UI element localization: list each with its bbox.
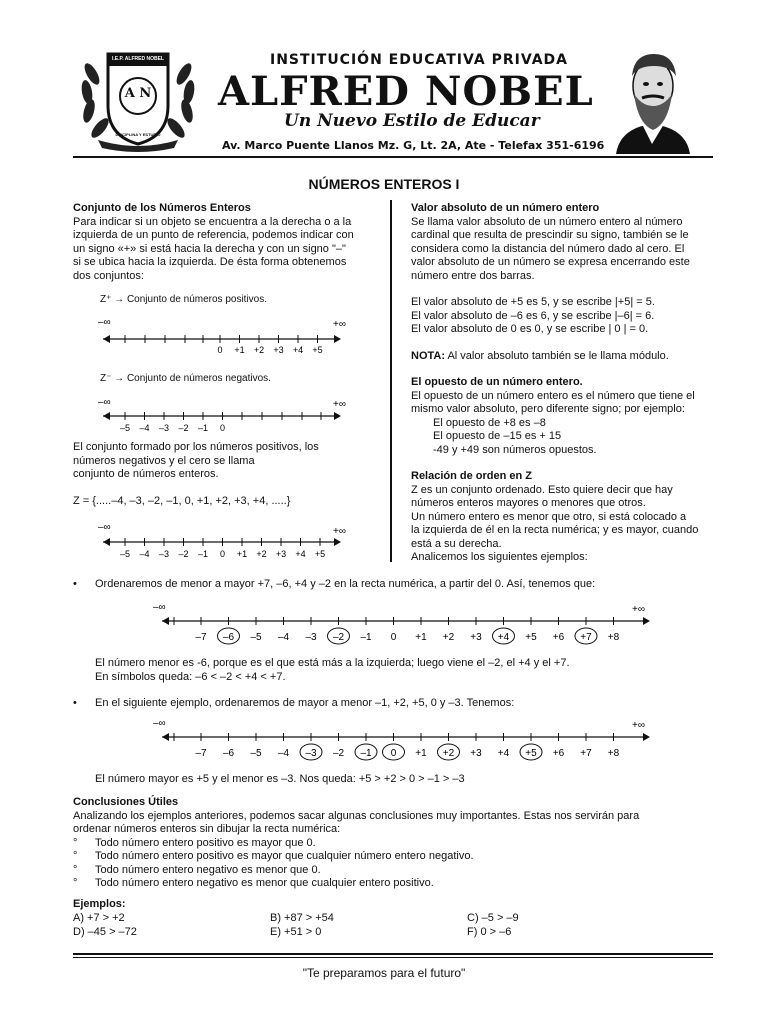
text-line: números negativos y el cero se llama (73, 454, 255, 467)
text-line: El valor absoluto de 0 es 0, y se escribe | 0 | = 0. (411, 323, 649, 335)
tick-label: 0 (217, 345, 223, 355)
text-line: Para indicar si un objeto se encuentra a la derecha o a la (73, 215, 352, 228)
footer-rule-top (73, 953, 713, 955)
z-positive-label: Z⁺ → Conjunto de números positivos. (100, 294, 268, 305)
text-line: valor absoluto de un número se expresa encerrando este (411, 256, 690, 268)
text-line: El opuesto de –15 es + 15 (433, 430, 562, 442)
example-c: C) –5 > –9 (467, 912, 519, 924)
text-line: está a su derecha. (411, 537, 502, 550)
text-line: un signo «+» si está hacia la derecha y con un signo "–" (73, 242, 346, 255)
text-line: mismo valor absoluto, pero diferente signo; por ejemplo: (411, 403, 685, 415)
plus-infinity-label: +∞ (333, 526, 346, 537)
tick-label: +1 (236, 549, 248, 559)
text-line: El conjunto formado por los números positivos, los (73, 441, 319, 453)
number-line-all (95, 521, 360, 561)
example-1-explanation: El número menor es -6, porque es el que está más a la izquierda; luego viene el –2, el +4 y el +7. (95, 657, 570, 669)
school-name: ALFRED NOBEL (218, 68, 594, 115)
tick-label: +4 (497, 632, 510, 643)
text-line: conjunto de números enteros. (73, 468, 219, 480)
logo-ring-text: I.E.P. ALFRED NOBEL (112, 56, 164, 62)
text-line: El valor absoluto de +5 es 5, y se escribe |+5| = 5. (411, 296, 655, 308)
tick-label: –6 (222, 748, 235, 759)
example-a: A) +7 > +2 (73, 912, 125, 924)
minus-infinity-label: –∞ (153, 602, 166, 613)
conclusion-item: ° Todo número entero negativo es menor que cualquier entero positivo. (73, 877, 434, 889)
text-line: -49 y +49 son números opuestos. (433, 443, 597, 456)
examples-title: Ejemplos: (73, 898, 126, 910)
tick-label: –4 (139, 549, 150, 559)
section-heading-integers: Conjunto de los Números Enteros (73, 202, 251, 214)
number-line-example-2 (150, 713, 660, 763)
degree-mark: ° (73, 863, 78, 876)
tick-label: +1 (415, 632, 427, 643)
text-line: la izquierda de él en la recta numérica; y es mayor, cuando (411, 524, 699, 536)
example-b: B) +87 > +54 (270, 912, 334, 924)
integers-set-text (73, 441, 375, 482)
text-line: dos conjuntos: (73, 269, 144, 282)
text-line: número entre dos barras. (411, 269, 535, 282)
right-column (411, 202, 713, 565)
tick-label: –1 (197, 549, 209, 559)
text-line: izquierda de un punto de referencia, podemos indicar con (73, 229, 354, 241)
text-line: ordenar números enteros sin dibujar la recta numérica: (73, 823, 341, 835)
text-line: El valor absoluto de –6 es 6, y se escribe |–6| = 6. (411, 309, 655, 322)
tick-label: +2 (442, 748, 455, 759)
school-slogan: Un Nuevo Estilo de Educar (284, 111, 540, 131)
tick-label: +1 (415, 748, 427, 759)
minus-infinity-label: –∞ (153, 718, 166, 729)
tick-label: –4 (277, 748, 290, 759)
conclusions-section (73, 796, 713, 891)
degree-mark: ° (73, 877, 78, 889)
number-line-example-1 (150, 597, 660, 647)
tick-label: –3 (158, 423, 170, 433)
tick-label: +5 (525, 632, 537, 643)
tick-label: +4 (497, 748, 510, 759)
logo-monogram: A N (124, 86, 152, 101)
tick-label: +8 (607, 748, 620, 759)
minus-infinity-label: –∞ (98, 317, 111, 328)
footer-motto: "Te preparamos para el futuro" (302, 966, 466, 980)
text-line: números enteros mayores o menores que otros. (411, 497, 646, 509)
tick-label: +7 (580, 748, 592, 759)
example-2-text: En el siguiente ejemplo, ordenaremos de mayor a menor –1, +2, +5, 0 y –3. Tenemos: (95, 697, 515, 709)
portrait-image (612, 44, 694, 154)
tick-label: 0 (390, 632, 397, 643)
integers-set-notation: Z = {.....–4, –3, –2, –1, 0, +1, +2, +3, +4, .....} (73, 495, 291, 507)
tick-label: +2 (256, 549, 267, 559)
conclusion-item: ° Todo número entero positivo es mayor que cualquier número entero negativo. (73, 850, 474, 862)
tick-label: –6 (222, 632, 235, 643)
number-line-positive (95, 315, 360, 360)
tick-label: +2 (442, 632, 455, 643)
tick-label: +3 (470, 632, 482, 643)
tick-label: –1 (360, 632, 372, 643)
tick-label: +3 (273, 345, 284, 355)
tick-label: –5 (119, 549, 131, 559)
plus-infinity-label: +∞ (632, 720, 645, 731)
note (411, 350, 713, 364)
tick-label: –5 (250, 632, 262, 643)
left-column (73, 202, 375, 283)
page-title: NÚMEROS ENTEROS I (308, 176, 460, 192)
tick-label: +4 (292, 345, 304, 355)
text-line: considera como la distancia del número dado al cero. El (411, 242, 685, 255)
example-1-text: Ordenaremos de menor a mayor +7, –6, +4 y –2 en la recta numérica, a partir del 0. Así, tenemos que: (95, 578, 596, 590)
tick-label: –2 (332, 748, 345, 759)
example-d: D) –45 > –72 (73, 926, 137, 938)
tick-label: –1 (197, 423, 209, 433)
section-heading-order: Relación de orden en Z (411, 470, 533, 482)
tick-label: 0 (219, 549, 226, 559)
plus-infinity-label: +∞ (632, 604, 645, 615)
number-line-negative (95, 396, 360, 436)
tick-label: +7 (580, 632, 592, 643)
header-rule (73, 156, 713, 158)
example-f: F) 0 > –6 (467, 926, 512, 938)
institution-type: INSTITUCIÓN EDUCATIVA PRIVADA (270, 52, 569, 68)
tick-label: –2 (178, 423, 189, 433)
tick-label: –3 (305, 632, 317, 643)
text-line: El opuesto de un número entero es el número que tiene el (411, 389, 695, 402)
note-text: Al valor absoluto también se le llama módulo. (445, 349, 669, 362)
tick-label: –3 (158, 549, 170, 559)
tick-label: +2 (253, 345, 265, 355)
section-heading-opposite: El opuesto de un número entero. (411, 376, 583, 388)
tick-label: –1 (360, 748, 372, 759)
tick-label: +5 (525, 748, 537, 759)
tick-label: 0 (390, 748, 397, 759)
tick-label: +1 (234, 345, 245, 355)
tick-label: –2 (332, 632, 345, 643)
minus-infinity-label: –∞ (98, 397, 111, 408)
text-line: Analicemos los siguientes ejemplos: (411, 551, 588, 563)
conclusion-item: ° Todo número entero negativo es menor que 0. (73, 863, 321, 876)
column-divider (390, 200, 392, 562)
text-line: Z es un conjunto ordenado. Esto quiere decir que hay (411, 483, 673, 496)
tick-label: –4 (277, 632, 290, 643)
tick-label: 0 (219, 423, 226, 433)
tick-label: +4 (295, 549, 306, 559)
tick-label: +3 (470, 748, 482, 759)
text-line: cardinal que resulta de prescindir su signo, también se le (411, 229, 689, 241)
tick-label: +8 (607, 632, 620, 643)
example-e: E) +51 > 0 (270, 926, 322, 938)
tick-label: –5 (250, 748, 262, 759)
logo-motto: DISCIPLINA Y ESTUDIO (115, 132, 161, 137)
conclusions-title: Conclusiones Útiles (73, 796, 179, 808)
plus-infinity-label: +∞ (333, 319, 346, 330)
tick-label: –3 (305, 748, 317, 759)
tick-label: +6 (552, 748, 565, 759)
text-line: Analizando los ejemplos anteriores, podemos sacar algunas conclusiones muy importantes. Estas nos servirán para (73, 809, 640, 822)
degree-mark: ° (73, 850, 78, 862)
conclusion-item: ° Todo número entero positivo es mayor que 0. (73, 836, 316, 849)
example-2-bullet: • (73, 697, 77, 709)
z-negative-label: Z⁻ → Conjunto de números negativos. (100, 373, 271, 384)
section-heading-absolute-value: Valor absoluto de un número entero (411, 202, 600, 214)
degree-mark: ° (73, 836, 78, 849)
text-line: Un número entero es menor que otro, si está colocado a (411, 510, 687, 523)
example-1-symbols: En símbolos queda: –6 < –2 < +4 < +7. (95, 671, 286, 683)
school-address: Av. Marco Puente Llanos Mz. G, Lt. 2A, Ate - Telefax 351-6196 (222, 139, 605, 152)
text-line: Se llama valor absoluto de un número entero al número (411, 215, 683, 228)
footer-rule-bottom (73, 957, 713, 958)
text-line: si se ubica hacia la izquierda. De ésta forma obtenemos (73, 256, 347, 268)
tick-label: +5 (314, 549, 326, 559)
tick-label: –5 (119, 423, 131, 433)
tick-label: +5 (312, 345, 323, 355)
note-label: NOTA: (411, 349, 446, 362)
tick-label: –7 (195, 748, 207, 759)
example-2-explanation: El número mayor es +5 y el menor es –3. Nos queda: +5 > +2 > 0 > –1 > –3 (95, 773, 465, 785)
minus-infinity-label: –∞ (98, 522, 111, 533)
tick-label: –7 (195, 632, 207, 643)
text-line: El opuesto de +8 es –8 (433, 416, 546, 429)
tick-label: –4 (139, 423, 150, 433)
plus-infinity-label: +∞ (333, 399, 346, 410)
tick-label: –2 (178, 549, 189, 559)
example-1-bullet: • (73, 578, 77, 590)
tick-label: +3 (275, 549, 287, 559)
tick-label: +6 (552, 632, 565, 643)
